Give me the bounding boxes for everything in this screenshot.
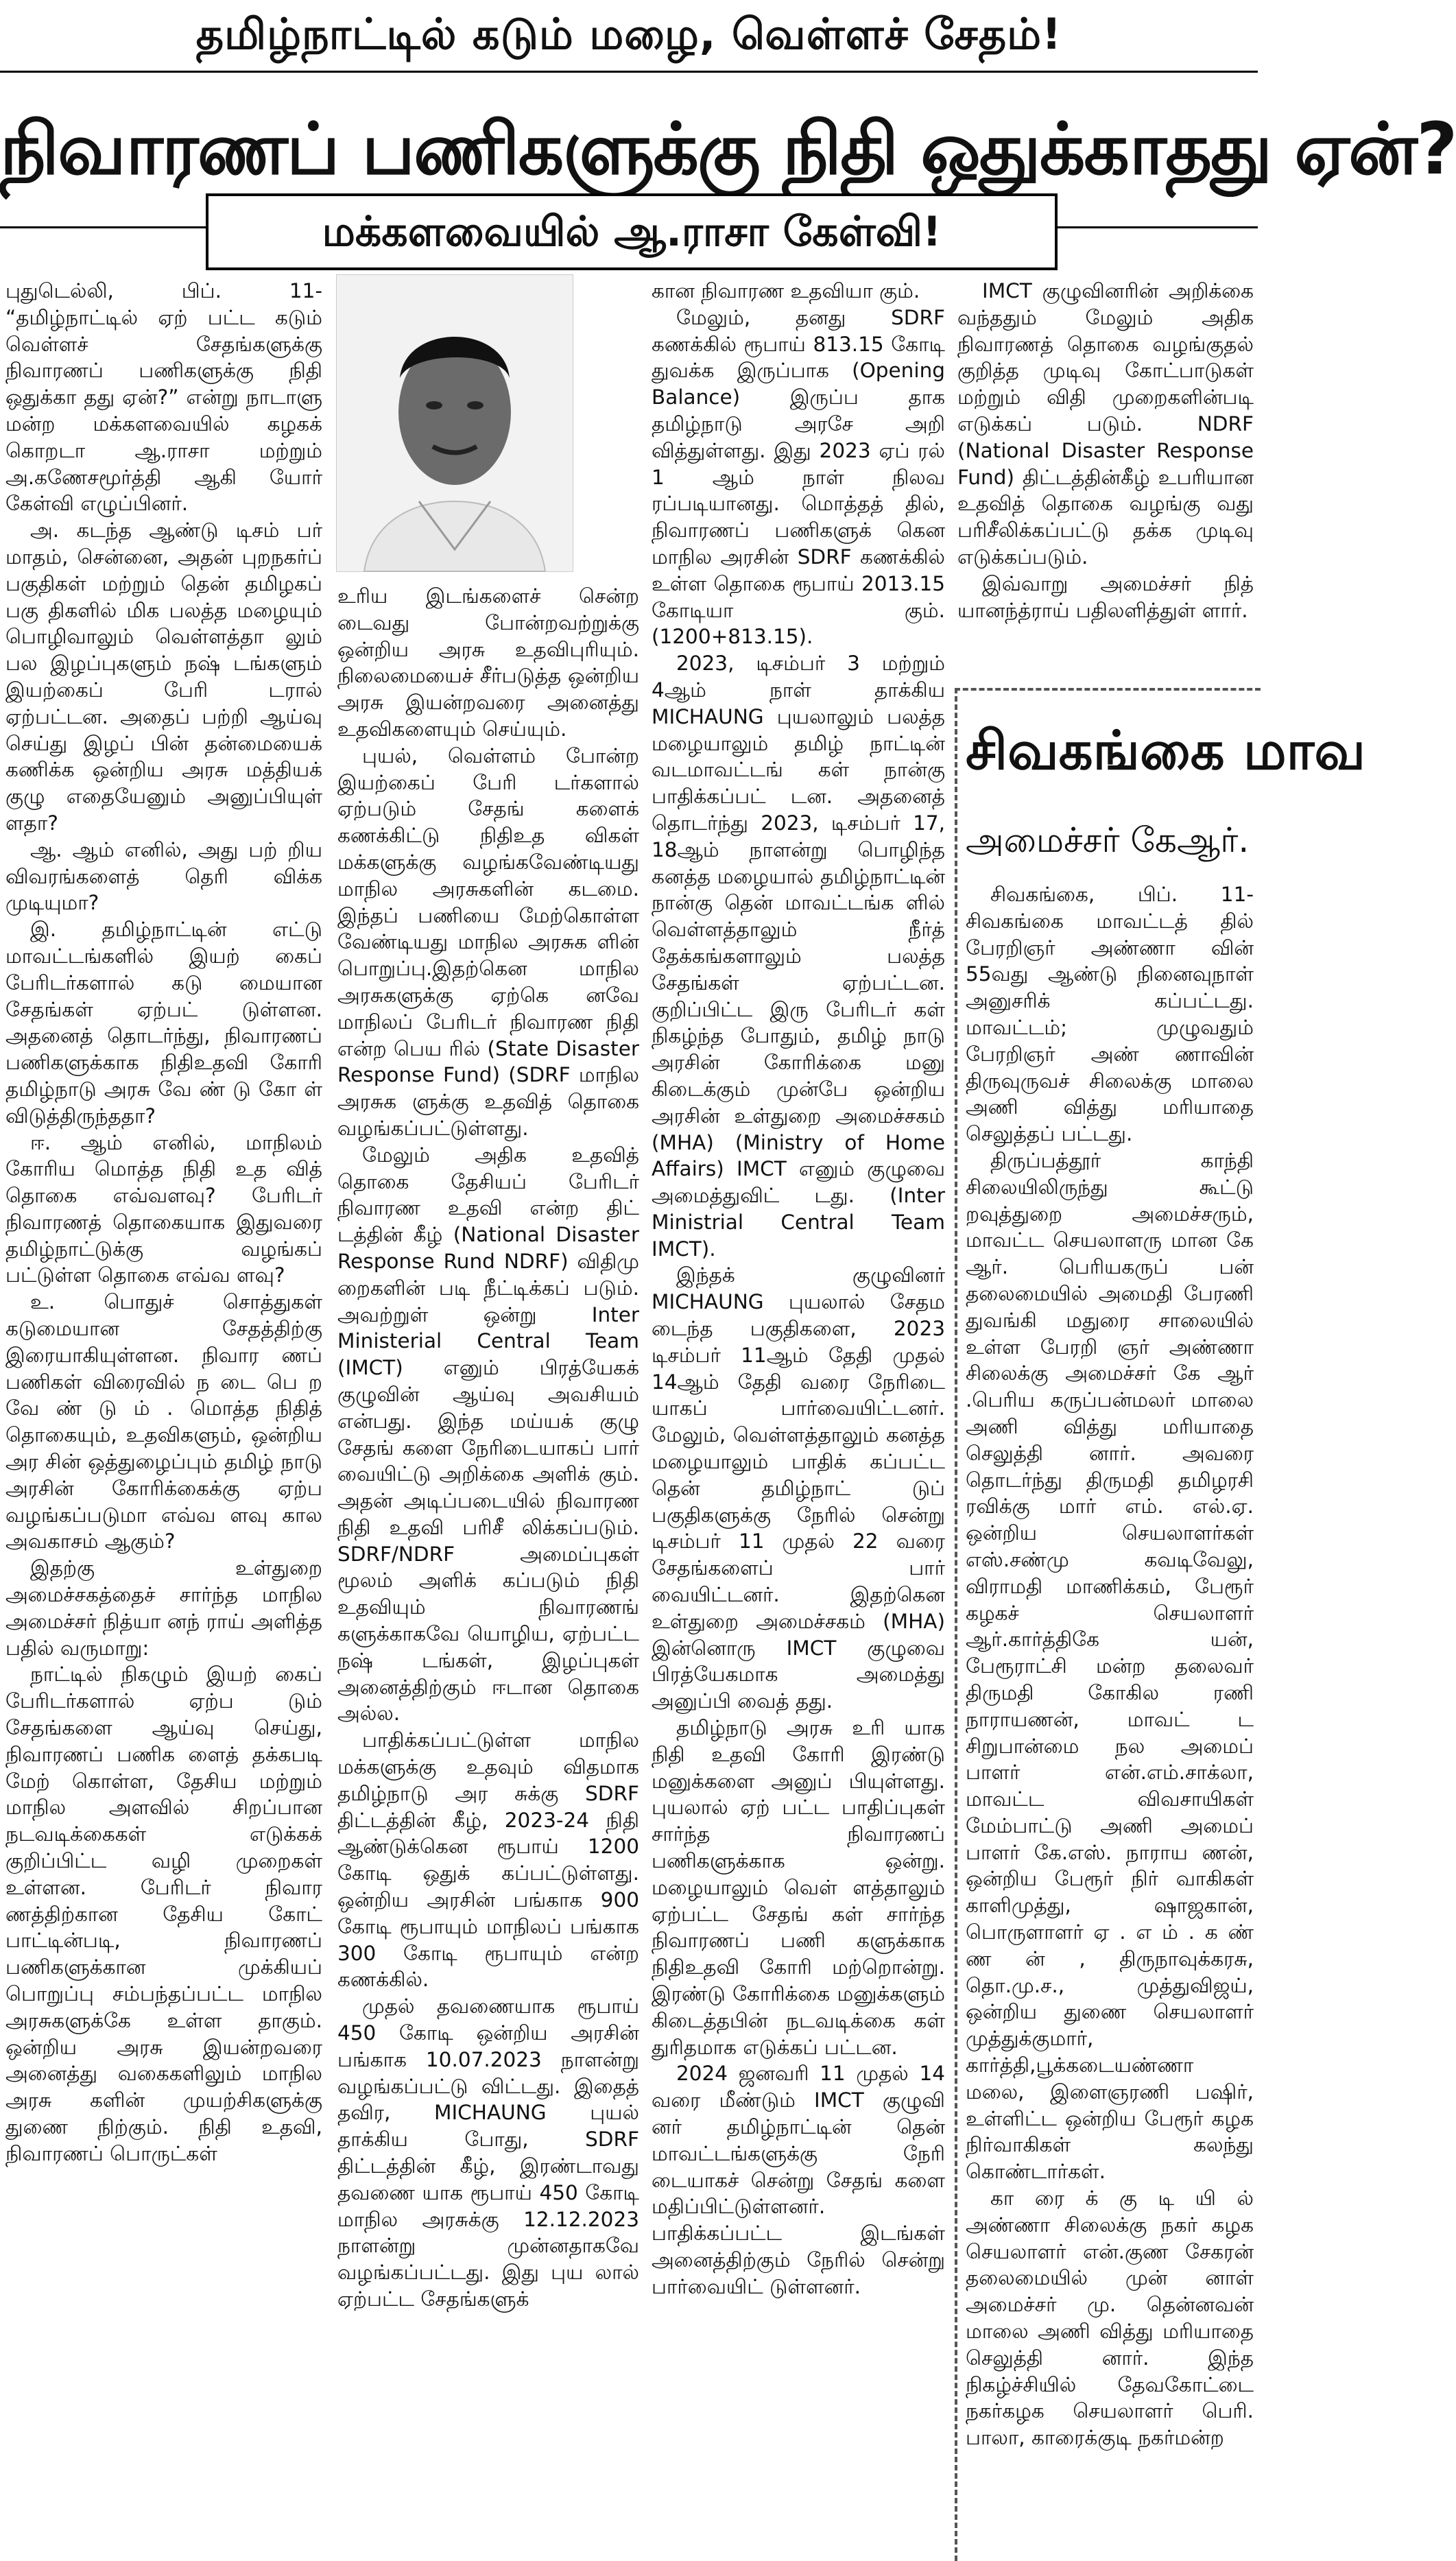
portrait-photo: [336, 274, 573, 572]
paragraph: புயல், வெள்ளம் போன்ற இயற்கைப் பேரி டர்களால் ஏற்படும் சேதங் களைக் கணக்கிட்டு நிதிஉத விகள் மக்களுக்கு வழங்கவேண்டியது மாநில அரசுகளின் கடமை. இந்தப் பணியை மேற்கொள்ள வேண்டியது மாநில அரசுக ளின் பொறுப்பு.இதற்கென மாநில அரசுகளுக்கு ஏற்கெ னவே மாநிலப் பேரிடர் நிவாரண நிதி என்ற பெய ரில் (State Disaster Response Fund) (SDRF மாநில அரசுக ளுக்கு உதவித் தொகை வழங்கப்பட்டுள்ளது.: [337, 743, 639, 1140]
paragraph: 2024 ஜனவரி 11 முதல் 14 வரை மீண்டும் IMCT குழுவி னர் தமிழ்நாட்டின் தென் மாவட்டங்களுக்கு நேரி டையாகச் சென்று சேதங் களை மதிப்பிட்டுள்ளனர். பாதிக்கப்பட்ட இடங்கள் அனைத்திற்கும் நேரில் சென்று பார்வையிட் டுள்ளனர்.: [652, 2062, 945, 2298]
article-column-4: [957, 278, 1254, 682]
paragraph: நாட்டில் நிகழும் இயற் கைப் பேரிடர்களால் ஏற்ப டும் சேதங்களை ஆய்வு செய்து, நிவாரணப் பணிக ளைத் தக்கபடி மேற் கொள்ள, தேசிய மற்றும் மாநில அளவில் சிறப்பான நடவடிக்கைகள் எடுக்கக் குறிப்பிட்ட வழி முறைகள் உள்ளன. பேரிடர் நிவார ணத்திற்கான தேசிய கோட் பாட்டின்படி, நிவாரணப் பணிகளுக்கான முக்கியப் பொறுப்பு சம்பந்தப்பட்ட மாநில அரசுகளுக்கே உள்ள தாகும். ஒன்றிய அரசு இயன்றவரை அனைத்து வகைகளிலும் மாநில அரசு களின் முயற்சிகளுக்கு துணை நிற்கும். நிதி உதவி, நிவாரணப் பொருட்கள்: [5, 1663, 322, 2165]
paragraph: புதுடெல்லி, பிப். 11- “தமிழ்நாட்டில் ஏற் பட்ட கடும் வெள்ளச் சேதங்களுக்கு நிவாரணப் பணிகளுக்கு நிதி ஒதுக்கா தது ஏன்?” என்று நாடாளு மன்ற மக்களவையில் கழகக் கொறடா ஆ.ராசா மற்றும் அ.கணேசமூர்த்தி ஆகி யோர் கேள்வி எழுப்பினர்.: [5, 279, 322, 516]
paragraph: கான நிவாரண உதவியா கும்.: [652, 279, 920, 302]
paragraph: ஈ. ஆம் எனில், மாநிலம் கோரிய மொத்த நிதி உத வித் தொகை எவ்வளவு? பேரிடர் நிவாரணத் தொகையாக இதுவரை தமிழ்நாட்டுக்கு வழங்கப் பட்டுள்ள தொகை எவ்வ ளவு?: [5, 1130, 322, 1287]
headline-top: தமிழ்நாட்டில் கடும் மழை, வெள்ளச் சேதம்!: [195, 9, 1062, 59]
paragraph: உ. பொதுச் சொத்துகள் கடுமையான சேதத்திற்கு இரையாகியுள்ளன. நிவார ணப் பணிகள் விரைவில் ந டை பெ ற வே ண் டு ம் . மொத்த நிதித் தொகையும், உதவிகளும், ஒன்றிய அர சின் ஒத்துழைப்பும் தமிழ் நாடு அரசின் கோரிக்கைக்கு ஏற்ப வழங்கப்படுமா எவ்வ ளவு கால அவகாசம் ஆகும்?: [5, 1290, 322, 1553]
article-column-3: [652, 278, 945, 2555]
paragraph: அ. கடந்த ஆண்டு டிசம் பர் மாதம், சென்னை, அதன் புறநகர்ப் பகுதிகள் மற்றும் தென் தமிழகப் பகு திகளில் மிக பலத்த மழையும் பொழிவாலும் வெள்ளத்தா லும் பல இழப்புகளும் நஷ் டங்களும் இயற்கைப் பேரி டரால் ஏற்பட்டன. அதைப் பற்றி ஆய்வு செய்து இழப் பின் தன்மையைக் கணிக்க ஒன்றிய அரசு மத்தியக் குழு எதையேனும் அனுப்பியுள் ளதா?: [5, 519, 322, 835]
side-article-subheadline: அமைச்சர் கேஆர்.: [966, 820, 1250, 860]
paragraph: சிவகங்கை, பிப். 11- சிவகங்கை மாவட்டத் தில் பேரறிஞர் அண்ணா வின் 55வது ஆண்டு நினைவுநாள் அனுசரிக் கப்பட்டது. மாவட்டம்; முழுவதும் பேரறிஞர் அண் ணாவின் திருவுருவச் சிலைக்கு மாலை அணி வித்து மரியாதை செலுத்தப் பட்டது.: [966, 883, 1254, 1146]
paragraph: இந்தக் குழுவினர் MICHAUNG புயலால் சேதம டைந்த பகுதிகளை, 2023 டிசம்பர் 11ஆம் தேதி முதல் 14ஆம் தேதி வரை நேரிடை யாகப் பார்வையிட்டனர். மேலும், வெள்ளத்தாலும் கனத்த மழையாலும் பாதிக் கப்பட்ட தென் தமிழ்நாட் டுப் பகுதிகளுக்கு நேரில் சென்று டிசம்பர் 11 முதல் 22 வரை சேதங்களைப் பார் வையிட்டனர். இதற்கென உள்துறை அமைச்சகம் (MHA) இன்னொரு IMCT குழுவை பிரத்யேகமாக அமைத்து அனுப்பி வைத் தது.: [652, 1263, 945, 1713]
paragraph: தமிழ்நாடு அரசு உரி யாக நிதி உதவி கோரி இரண்டு மனுக்களை அனுப் பியுள்ளது. புயலால் ஏற் பட்ட பாதிப்புகள் சார்ந்த நிவாரணப் பணிகளுக்காக ஒன்று. மழையாலும் வெள் ளத்தாலும் ஏற்பட்ட சேதங் கள் சார்ந்த நிவாரணப் பணி களுக்காக நிதிஉதவி கோரி மற்றொன்று. இரண்டு கோரிக்கை மனுக்களும் கிடைத்தபின் நடவடிக்கை கள் துரிதமாக எடுக்கப் பட்டன.: [652, 1716, 945, 2059]
article-column-1: [5, 278, 322, 2555]
paragraph: உரிய இடங்களைச் சென்ற டைவது போன்றவற்றுக்கு ஒன்றிய அரசு உதவிபுரியும். நிலைமையைச் சீர்படுத்த ஒன்றிய அரசு இயன்றவரை அனைத்து உதவிகளையும் செய்யும்.: [337, 584, 639, 741]
paragraph: IMCT குழுவினரின் அறிக்கை வந்ததும் மேலும் அதிக நிவாரணத் தொகை வழங்குதல் குறித்த முடிவு கோட்பாடுகள் மற்றும் விதி முறைகளின்படி எடுக்கப் படும். NDRF (National Disaster Response Fund) திட்டத்தின்கீழ் உபரியான உதவித் தொகை வழங்கு வது பரிசீலிக்கப்பட்டு தக்க முடிவு எடுக்கப்படும்.: [957, 279, 1254, 569]
headline-sub: மக்களவையில் ஆ.ராசா கேள்வி!: [206, 193, 1058, 270]
paragraph: இவ்வாறு அமைச்சர் நித் யானந்த்ராய் பதிலளித்துள் ளார்.: [957, 571, 1254, 622]
side-article-body: [966, 881, 1254, 2555]
paragraph: மேலும் அதிக உதவித் தொகை தேசியப் பேரிடர் நிவாரண உதவி என்ற திட் டத்தின் கீழ் (National Disaster Response Rund NDRF) விதிமு றைகளின் படி நீட்டிக்கப் படும். அவற்றுள் ஒன்று Inter Ministerial Central Team (IMCT) எனும் பிரத்யேகக் குழுவின் ஆய்வு அவசியம் என்பது. இந்த மய்யக் குழு சேதங் களை நேரிடையாகப் பார் வையிட்டு அறிக்கை அளிக் கும். அதன் அடிப்படையில் நிவாரண நிதி உதவி பரிசீ லிக்கப்படும். SDRF/NDRF அமைப்புகள் மூலம் அளிக் கப்படும் நிதி உதவியும் நிவாரணங் களுக்காகவே யொழிய, ஏற்பட்ட நஷ் டங்கள், இழப்புகள் அனைத்திற்கும் ஈடான தொகை அல்ல.: [337, 1143, 639, 1726]
person-icon: [337, 275, 573, 571]
paragraph: திருப்பத்தூர் காந்தி சிலையிலிருந்து கூட்டு றவுத்துறை அமைச்சரும், மாவட்ட செயலாளரு மான கே ஆர். பெரியகருப் பன் தலைமையில் அமைதி பேரணி துவங்கி மதுரை சாலையில் உள்ள பேரறி ஞர் அண்ணா சிலைக்கு அமைச்சர் கே ஆர் .பெரிய கருப்பன்மலர் மாலை அணி வித்து மரியாதை செலுத்தி னார். அவரை தொடர்ந்து திருமதி தமிழரசி ரவிக்கு மார் எம். எல்.ஏ. ஒன்றிய செயலாளர்கள் எஸ்.சண்மு கவடிவேலு, விராமதி மாணிக்கம், பேரூர் கழகச் செயலாளர் ஆர்.கார்த்திகே யன், பேரூராட்சி மன்ற தலைவர் திருமதி கோகில ரணி நாராயணன், மாவட் ட சிறுபான்மை நல அமைப் பாளர் என்.எம்.சாக்லா, மாவட்ட விவசாயிகள் மேம்பாட்டு அணி அமைப் பாளர் கே.எஸ். நாராய ணன், ஒன்றிய பேரூர் நிர் வாகிகள் காளிமுத்து, ஷாஜகான், பொருளாளர் ஏ . எ ம் . க ண் ண ன் , திருநாவுக்கரசு, தொ.மு.ச., முத்துவிஜய், ஒன்றிய துணை செயலாளர் முத்துக்குமார், கார்த்தி,பூக்கடையண்ணா மலை, இளைஞரணி பஷிர், உள்ளிட்ட ஒன்றிய பேரூர் கழக நிர்வாகிகள் கலந்து கொண்டார்கள்.: [966, 1148, 1254, 2184]
paragraph: இ. தமிழ்நாட்டின் எட்டு மாவட்டங்களில் இயற் கைப் பேரிடர்களால் கடு மையான சேதங்கள் ஏற்பட் டுள்ளன. அதனைத் தொடர்ந்து, நிவாரணப் பணிகளுக்காக நிதிஉதவி கோரி தமிழ்நாடு அரசு வே ண் டு கோ ள் விடுத்திருந்ததா?: [5, 918, 322, 1128]
paragraph: இதற்கு உள்துறை அமைச்சகத்தைச் சார்ந்த மாநில அமைச்சர் நித்யா னந் ராய் அளித்த பதில் வருமாறு:: [5, 1556, 322, 1660]
side-article-headline: சிவகங்கை மாவ: [966, 720, 1365, 782]
paragraph: மேலும், தனது SDRF கணக்கில் ரூபாய் 813.15 கோடி துவக்க இருப்பாக (Opening Balance) இருப்ப தாக தமிழ்நாடு அரசே அறி வித்துள்ளது. இது 2023 ஏப் ரல் 1 ஆம் நாள் நிலவ ரப்படியானது. மொத்தத் தில், நிவாரணப் பணிகளுக் கென மாநில அரசின் SDRF கணக்கில் உள்ள தொகை ரூபாய் 2013.15 கோடியா கும். (1200+813.15).: [652, 305, 945, 649]
paragraph: கா ரை க் கு டி யி ல் அண்ணா சிலைக்கு நகர் கழக செயலாளர் என்.குண சேகரன் தலைமையில் முன் னாள் அமைச்சர் மு. தென்னவன் மாலை அணி வித்து மரியாதை செலுத்தி னார். இந்த நிகழ்ச்சியில் தேவகோட்டை நகர்கழக செயலாளர் பெரி. பாலா, காரைக்குடி நகர்மன்ற: [966, 2187, 1254, 2450]
paragraph: 2023, டிசம்பர் 3 மற்றும் 4ஆம் நாள் தாக்கிய MICHAUNG புயலாலும் பலத்த மழையாலும் தமிழ் நாட்டின் வடமாவட்டங் கள் நான்கு பாதிக்கப்பட் டன. அதனைத் தொடர்ந்து 2023, டிசம்பர் 17, 18ஆம் நாளன்று பொழிந்த கனத்த மழையால் தமிழ்நாட்டின் நான்கு தென் மாவட்டங்க ளில் வெள்ளத்தாலும் நீர்த் தேக்கங்களாலும் பலத்த சேதங்கள் ஏற்பட்டன. குறிப்பிட்ட இரு பேரிடர் கள் நிகழ்ந்த போதும், தமிழ் நாடு அரசின் கோரிக்கை மனு கிடைக்கும் முன்பே ஒன்றிய அரசின் உள்துறை அமைச்சகம் (MHA) (Ministry of Home Affairs) IMCT எனும் குழுவை அமைத்துவிட் டது. (Inter Ministrial Central Team IMCT).: [652, 652, 945, 1261]
paragraph: ஆ. ஆம் எனில், அது பற் றிய விவரங்களைத் தெரி விக்க முடியுமா?: [5, 837, 322, 915]
article-column-2: [337, 583, 639, 2555]
divider: [0, 71, 1258, 73]
paragraph: பாதிக்கப்பட்டுள்ள மாநில மக்களுக்கு உதவும் விதமாக தமிழ்நாடு அர சுக்கு SDRF திட்டத்தின் கீழ், 2023-24 நிதி ஆண்டுக்கென ரூபாய் 1200 கோடி ஒதுக் கப்பட்டுள்ளது. ஒன்றிய அரசின் பங்காக 900 கோடி ரூபாயும் மாநிலப் பங்காக 300 கோடி ரூபாயும் என்ற கணக்கில்.: [337, 1728, 639, 1992]
headline-main: நிவாரணப் பணிகளுக்கு நிதி ஒதுக்காதது ஏன்?: [0, 107, 1456, 191]
paragraph: முதல் தவணையாக ரூபாய் 450 கோடி ஒன்றிய அரசின் பங்காக 10.07.2023 நாளன்று வழங்கப்பட்டு விட்டது. இதைத் தவிர, MICHAUNG புயல் தாக்கிய போது, SDRF திட்டத்தின் கீழ், இரண்டாவது தவணை யாக ரூபாய் 450 கோடி மாநில அரசுக்கு 12.12.2023 நாளன்று முன்னதாகவே வழங்கப்பட்டது. இது புய லால் ஏற்பட்ட சேதங்களுக்: [337, 1994, 639, 2311]
